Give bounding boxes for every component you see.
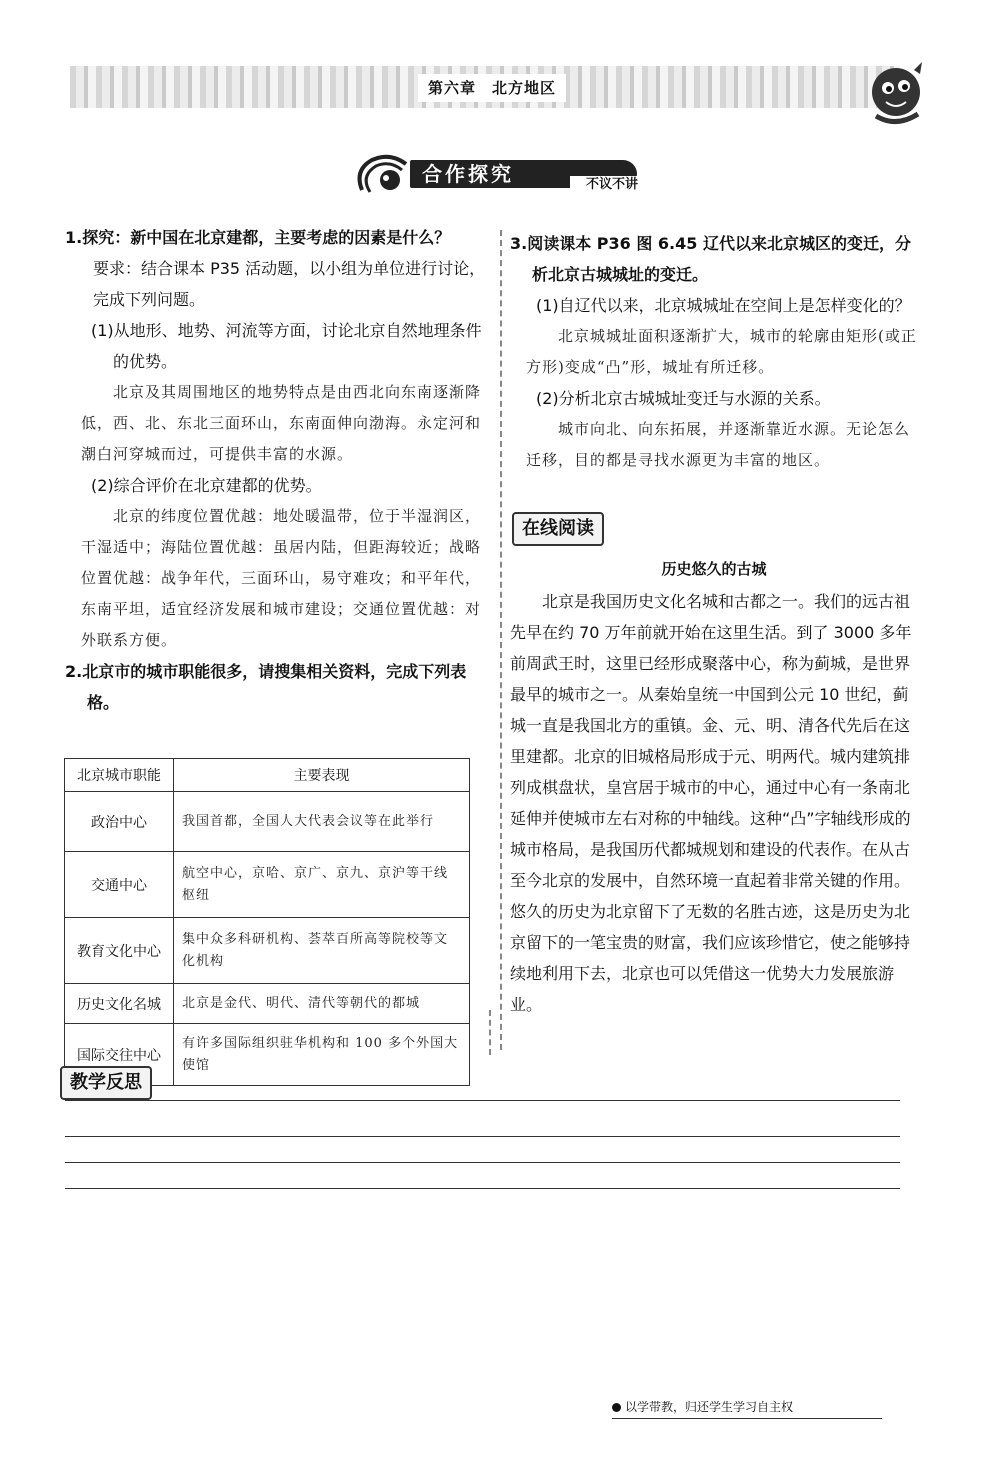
answer-1-part-1: 北京及其周围地区的地势特点是由西北向东南逐渐降低，西、北、东北三面环山，东南面伸向渤海。永定河和潮白河穿城而过，可提供丰富的水源。	[81, 383, 482, 463]
online-reading-tag: 在线阅读	[512, 512, 604, 546]
table-row	[65, 792, 470, 852]
table-header-performance: 主要表现	[174, 759, 470, 792]
reading-title: 历史悠久的古城	[661, 560, 767, 578]
column-divider	[500, 230, 502, 1050]
question-1: 1.探究：新中国在北京建都，主要考虑的因素是什么？	[65, 228, 451, 247]
answer-3-part-1: 北京城城址面积逐渐扩大，城市的轮廓由矩形(或正方形)变成“凸”形，城址有所迁移。	[526, 327, 917, 376]
bullet-dot-icon	[612, 1403, 621, 1412]
left-column	[65, 222, 490, 718]
question-1-part-1: (1)从地形、地势、河流等方面，讨论北京自然地理条件的优势。	[91, 321, 482, 371]
table-cell-desc: 集中众多科研机构、荟萃百所高等院校等文化机构	[174, 918, 470, 984]
answer-3-part-2: 城市向北、向东拓展，并逐渐靠近水源。无论怎么迁移，目的都是寻找水源更为丰富的地区。	[526, 420, 911, 469]
table-cell-role: 国际交往中心	[65, 1024, 174, 1086]
reflection-line	[65, 1188, 900, 1189]
mascot-icon	[856, 56, 936, 136]
footer-rule	[612, 1418, 882, 1419]
column-divider-lower	[489, 1010, 491, 1055]
table-cell-desc: 航空中心，京哈、京广、京九、京沪等干线枢纽	[174, 852, 470, 918]
question-1-requirement: 要求：结合课本 P35 活动题，以小组为单位进行讨论，完成下列问题。	[93, 259, 486, 309]
table-header-function: 北京城市职能	[65, 759, 174, 792]
section-subtitle: 不议不讲	[570, 176, 638, 194]
footer	[612, 1394, 902, 1420]
table-cell-role: 交通中心	[65, 852, 174, 918]
question-3: 3.阅读课本 P36 图 6.45 辽代以来北京城区的变迁，分析北京古城城址的变迁。	[510, 234, 911, 284]
question-3-part-2: (2)分析北京古城城址变迁与水源的关系。	[536, 389, 831, 408]
section-title: 合作探究	[410, 160, 637, 188]
chapter-header: 第六章 北方地区	[418, 74, 566, 102]
table-row	[65, 984, 470, 1024]
section-banner	[350, 150, 650, 200]
table-cell-desc: 北京是金代、明代、清代等朝代的都城	[174, 984, 470, 1024]
teaching-reflection-tag: 教学反思	[60, 1066, 152, 1100]
table-row	[65, 918, 470, 984]
question-3-part-1: (1)自辽代以来，北京城城址在空间上是怎样变化的？	[536, 296, 911, 315]
table-cell-role: 教育文化中心	[65, 918, 174, 984]
table-cell-desc: 有许多国际组织驻华机构和 100 多个外国大使馆	[174, 1024, 470, 1086]
table-cell-role: 政治中心	[65, 792, 174, 852]
table-header-row	[65, 759, 470, 792]
table-row	[65, 852, 470, 918]
question-1-part-2: (2)综合评价在北京建都的优势。	[91, 476, 322, 495]
footer-slogan: 以学带教，归还学生学习自主权	[625, 1400, 794, 1414]
right-column	[510, 228, 918, 476]
reading-body: 北京是我国历史文化名城和古都之一。我们的远古祖先早在约 70 万年前就开始在这里生活。到了 3000 多年前周武王时，这里已经形成聚落中心，称为蓟城，是世界最早的城市之一。从秦始皇统一中国到公元 10 世纪，蓟城一直是我国北方的重镇。金、元、明、清各代先后在这里建都。北京的旧城格局形成于元、明两代。城内建筑排列成棋盘状，皇宫居于城市的中心，通过中心有一条南北延伸并使城市左右对称的中轴线。这种“凸”字轴线形成的城市格局，是我国历代都城规划和建设的代表作。在从古至今北京的发展中，自然环境一直起着非常关键的作用。悠久的历史为北京留下了无数的名胜古迹，这是历史为北京留下的一笔宝贵的财富，我们应该珍惜它，使之能够持续地利用下去，北京也可以凭借这一优势大力发展旅游业。	[510, 592, 912, 1014]
question-2: 2.北京市的城市职能很多，请搜集相关资料，完成下列表格。	[65, 662, 467, 712]
table-cell-role: 历史文化名城	[65, 984, 174, 1024]
answer-1-part-2: 北京的纬度位置优越：地处暖温带，位于半湿润区，干湿适中；海陆位置优越：虽居内陆，但距海较近；战略位置优越：战争年代，三面环山，易守难攻；和平年代，东南平坦，适宜经济发展和城市建设；交通位置优越：对外联系方便。	[81, 507, 482, 649]
reflection-rule	[65, 1100, 900, 1101]
city-function-table	[64, 758, 470, 1086]
table-cell-desc: 我国首都，全国人大代表会议等在此举行	[174, 792, 470, 852]
reflection-line	[65, 1162, 900, 1163]
reflection-line	[65, 1136, 900, 1137]
